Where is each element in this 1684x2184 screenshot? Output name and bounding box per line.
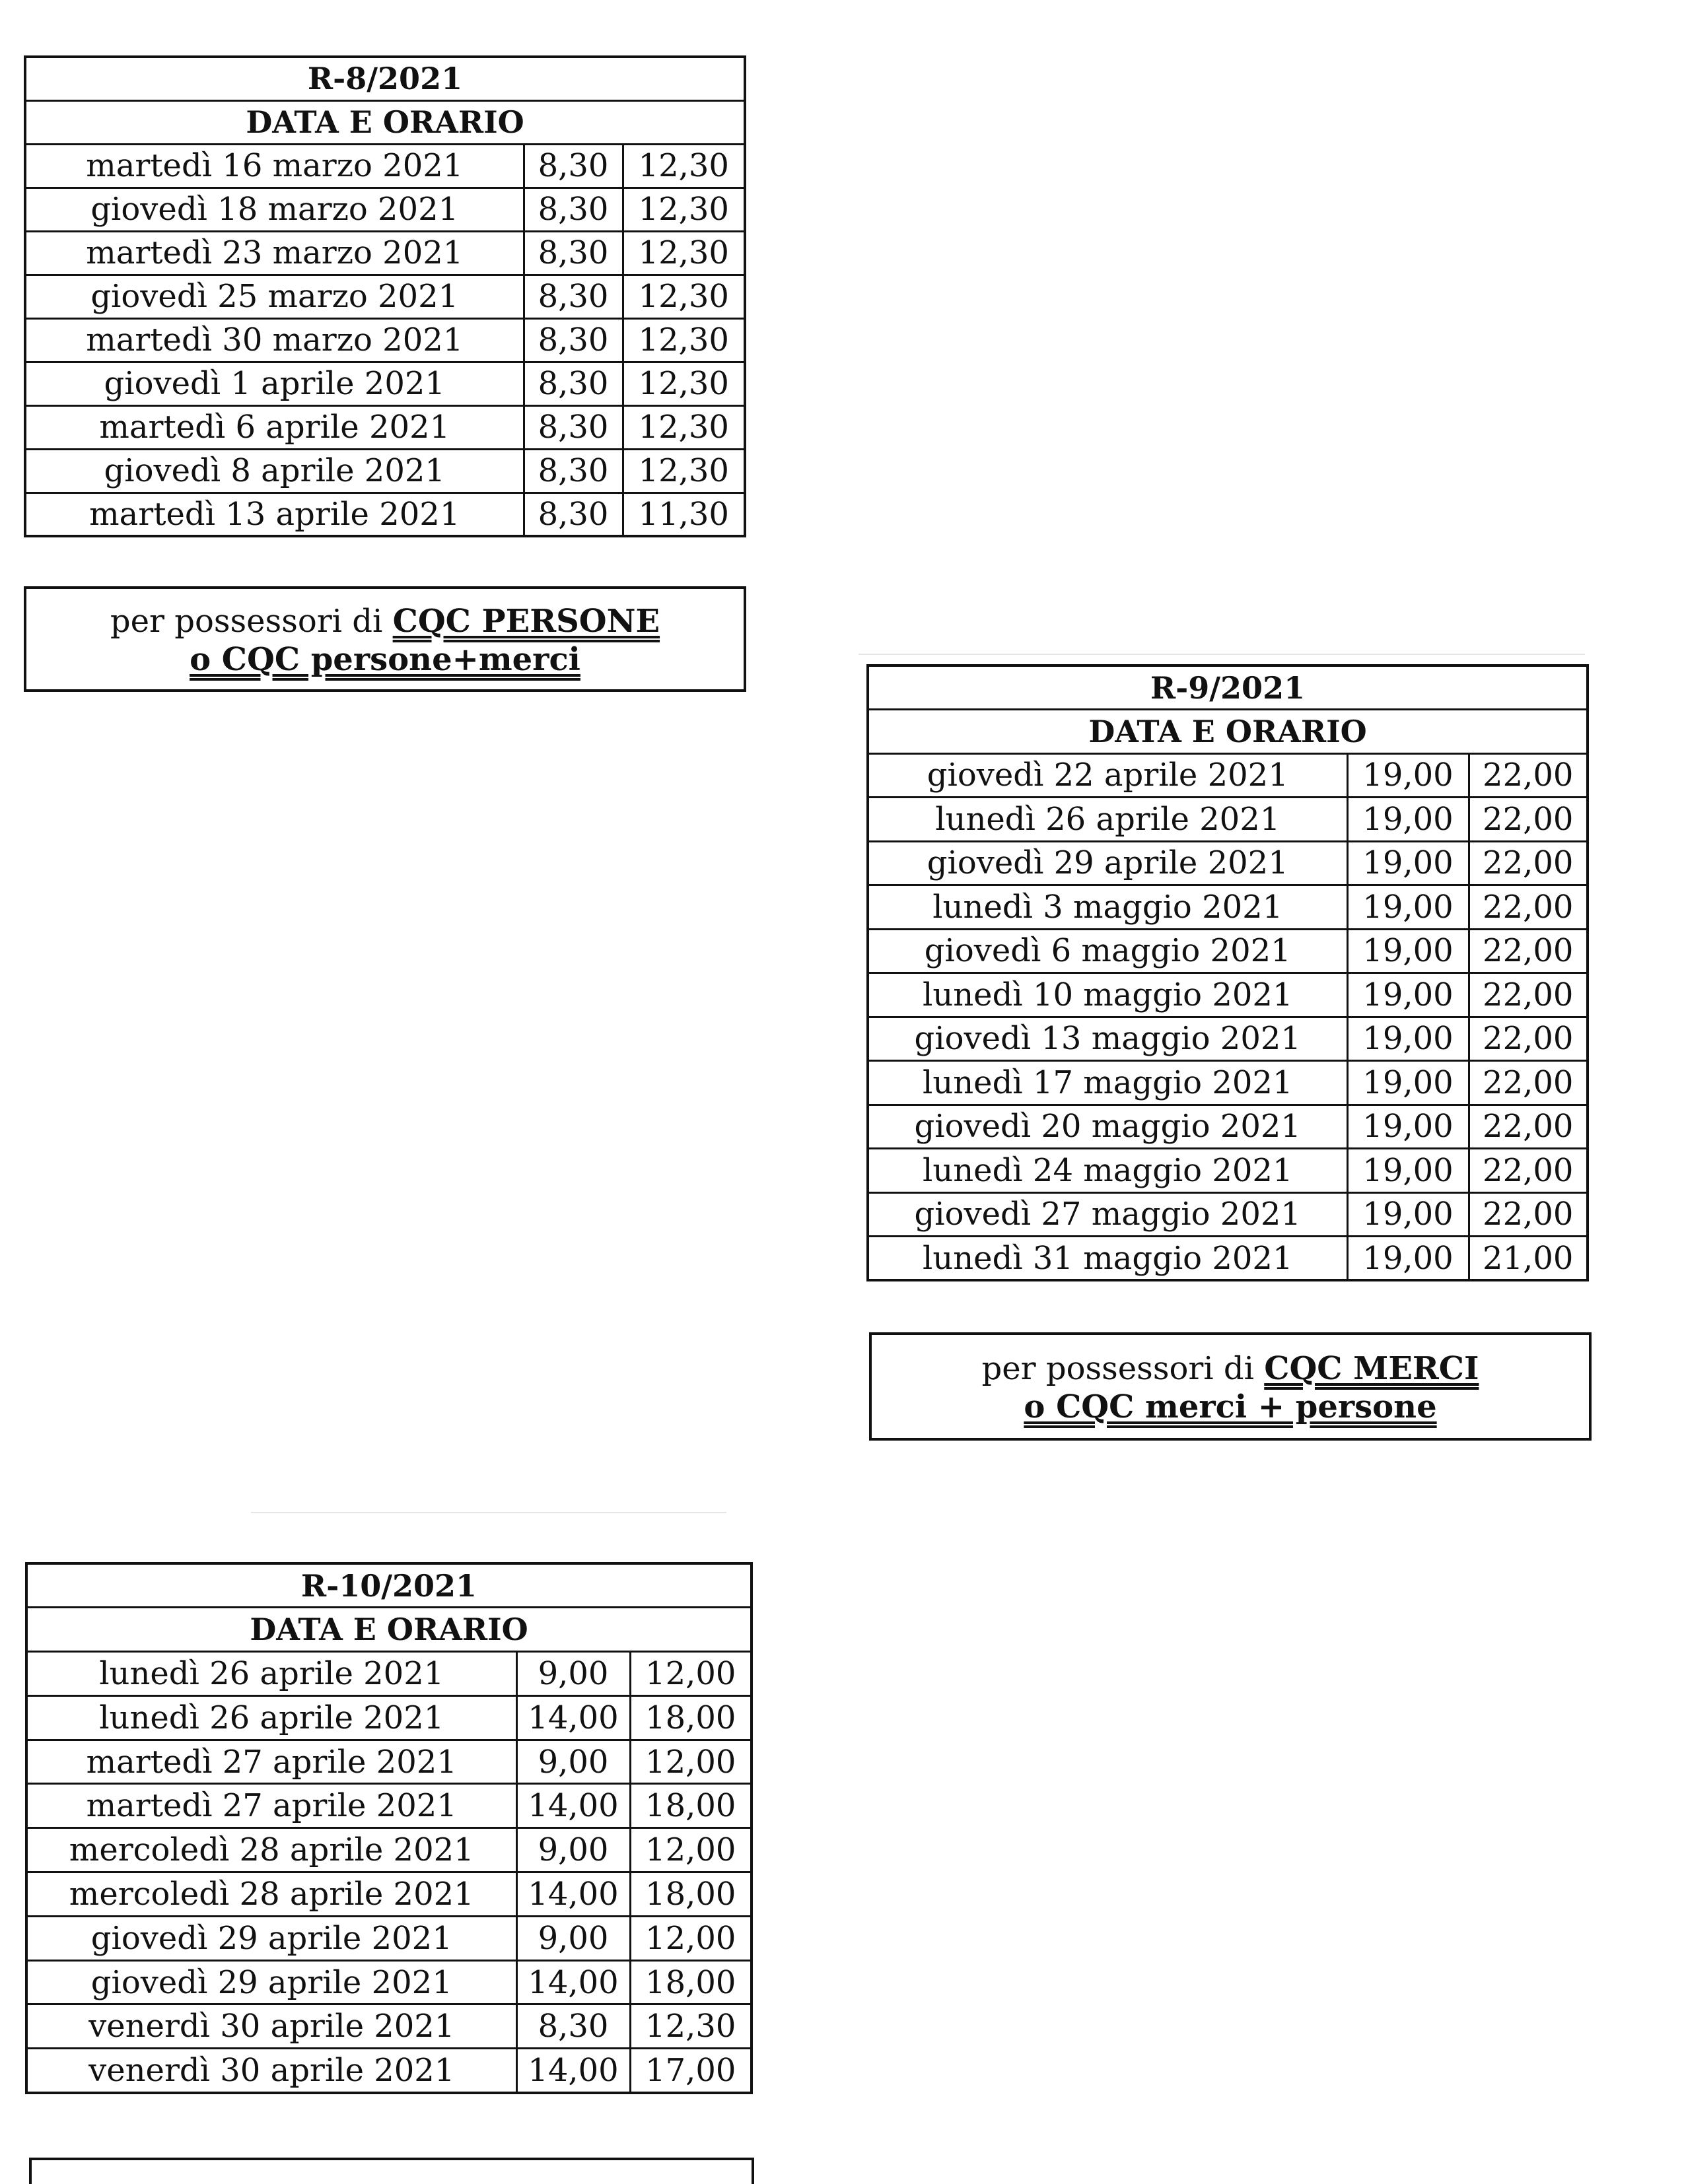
- start-time-cell: 19,00: [1347, 1061, 1469, 1105]
- table-row: [26, 1652, 752, 1696]
- start-time-cell: 8,30: [524, 188, 623, 231]
- date-cell: venerdì 30 aprile 2021: [26, 2004, 516, 2049]
- date-cell: giovedì 27 maggio 2021: [868, 1192, 1347, 1237]
- end-time-cell: 12,00: [630, 1916, 752, 1960]
- end-time-cell: 12,30: [623, 405, 745, 449]
- date-cell: giovedì 13 maggio 2021: [868, 1017, 1347, 1061]
- table-subtitle: DATA E ORARIO: [26, 1608, 752, 1652]
- table-row: [868, 753, 1588, 798]
- table-row: [868, 1237, 1588, 1281]
- start-time-cell: 8,30: [524, 449, 623, 493]
- end-time-cell: 22,00: [1469, 1105, 1588, 1149]
- table-row: [868, 885, 1588, 930]
- table-row: [26, 2004, 752, 2049]
- start-time-cell: 8,30: [524, 318, 623, 362]
- table-row: [26, 1960, 752, 2004]
- date-cell: martedì 6 aprile 2021: [25, 405, 524, 449]
- date-cell: lunedì 26 aprile 2021: [26, 1652, 516, 1696]
- date-cell: martedì 27 aprile 2021: [26, 1784, 516, 1828]
- date-cell: mercoledì 28 aprile 2021: [26, 1872, 516, 1917]
- date-cell: lunedì 24 maggio 2021: [868, 1149, 1347, 1193]
- end-time-cell: 12,00: [630, 1652, 752, 1696]
- note-bold-secondary: o CQC merci + persone: [1024, 1388, 1437, 1425]
- table-title: R-9/2021: [868, 665, 1588, 710]
- end-time-cell: 22,00: [1469, 1192, 1588, 1237]
- end-time-cell: 22,00: [1469, 841, 1588, 885]
- scan-artifact-line: [251, 1512, 726, 1513]
- date-cell: giovedì 20 maggio 2021: [868, 1105, 1347, 1149]
- date-cell: martedì 30 marzo 2021: [25, 318, 524, 362]
- note-cqc-persone: [24, 586, 746, 692]
- end-time-cell: 22,00: [1469, 929, 1588, 973]
- table-row: [868, 929, 1588, 973]
- start-time-cell: 9,00: [516, 1652, 630, 1696]
- schedule-body-r9: [868, 665, 1588, 1280]
- date-cell: giovedì 29 aprile 2021: [26, 1916, 516, 1960]
- start-time-cell: 19,00: [1347, 753, 1469, 798]
- table-row: [25, 144, 745, 188]
- end-time-cell: 22,00: [1469, 1149, 1588, 1193]
- table-subtitle: DATA E ORARIO: [25, 100, 745, 144]
- start-time-cell: 19,00: [1347, 973, 1469, 1017]
- date-cell: giovedì 22 aprile 2021: [868, 753, 1347, 798]
- end-time-cell: 12,30: [623, 318, 745, 362]
- table-row: [26, 1828, 752, 1872]
- table-row: [26, 1695, 752, 1740]
- start-time-cell: 8,30: [524, 275, 623, 318]
- date-cell: lunedì 26 aprile 2021: [26, 1695, 516, 1740]
- end-time-cell: 12,30: [623, 188, 745, 231]
- table-row: [25, 318, 745, 362]
- table-row: [868, 1105, 1588, 1149]
- table-row: [26, 2049, 752, 2093]
- start-time-cell: 19,00: [1347, 1017, 1469, 1061]
- end-time-cell: 12,30: [623, 362, 745, 405]
- table-row: [25, 188, 745, 231]
- schedule-table-r10: [25, 1562, 753, 2094]
- start-time-cell: 19,00: [1347, 841, 1469, 885]
- end-time-cell: 18,00: [630, 1784, 752, 1828]
- table-row: [868, 841, 1588, 885]
- table-row: [868, 1061, 1588, 1105]
- end-time-cell: 11,30: [623, 493, 745, 536]
- start-time-cell: 8,30: [524, 405, 623, 449]
- table-row: [25, 493, 745, 536]
- start-time-cell: 9,00: [516, 1916, 630, 1960]
- start-time-cell: 19,00: [1347, 798, 1469, 842]
- date-cell: giovedì 29 aprile 2021: [868, 841, 1347, 885]
- table-row: [25, 405, 745, 449]
- end-time-cell: 12,00: [630, 1740, 752, 1784]
- schedule-body-r8: [25, 57, 745, 536]
- date-cell: martedì 27 aprile 2021: [26, 1740, 516, 1784]
- start-time-cell: 14,00: [516, 1960, 630, 2004]
- date-cell: venerdì 30 aprile 2021: [26, 2049, 516, 2093]
- table-row: [26, 1784, 752, 1828]
- end-time-cell: 18,00: [630, 1872, 752, 1917]
- date-cell: lunedì 26 aprile 2021: [868, 798, 1347, 842]
- end-time-cell: 12,30: [623, 231, 745, 275]
- table-title: R-10/2021: [26, 1563, 752, 1608]
- note-prefix: per possessori di: [110, 603, 383, 640]
- date-cell: martedì 23 marzo 2021: [25, 231, 524, 275]
- table-row: [25, 275, 745, 318]
- table-row: [26, 1740, 752, 1784]
- date-cell: giovedì 8 aprile 2021: [25, 449, 524, 493]
- table-row: [868, 798, 1588, 842]
- date-cell: giovedì 29 aprile 2021: [26, 1960, 516, 2004]
- date-cell: lunedì 31 maggio 2021: [868, 1237, 1347, 1281]
- date-cell: lunedì 17 maggio 2021: [868, 1061, 1347, 1105]
- start-time-cell: 19,00: [1347, 1237, 1469, 1281]
- schedule-table-r8: [24, 55, 746, 537]
- start-time-cell: 14,00: [516, 1784, 630, 1828]
- end-time-cell: 22,00: [1469, 973, 1588, 1017]
- end-time-cell: 12,30: [623, 275, 745, 318]
- end-time-cell: 22,00: [1469, 885, 1588, 930]
- end-time-cell: 22,00: [1469, 753, 1588, 798]
- start-time-cell: 14,00: [516, 1695, 630, 1740]
- date-cell: martedì 16 marzo 2021: [25, 144, 524, 188]
- note-prefix: per possessori di: [981, 1350, 1254, 1387]
- end-time-cell: 12,30: [623, 449, 745, 493]
- end-time-cell: 17,00: [630, 2049, 752, 2093]
- date-cell: martedì 13 aprile 2021: [25, 493, 524, 536]
- table-row: [868, 973, 1588, 1017]
- next-table-edge: [29, 2158, 754, 2184]
- schedule-table-r9: [866, 664, 1589, 1281]
- table-row: [25, 362, 745, 405]
- start-time-cell: 8,30: [516, 2004, 630, 2049]
- end-time-cell: 21,00: [1469, 1237, 1588, 1281]
- start-time-cell: 14,00: [516, 1872, 630, 1917]
- start-time-cell: 8,30: [524, 362, 623, 405]
- end-time-cell: 12,30: [630, 2004, 752, 2049]
- note-cqc-merci: [869, 1332, 1592, 1441]
- note-bold-primary: CQC MERCI: [1264, 1350, 1479, 1387]
- start-time-cell: 8,30: [524, 493, 623, 536]
- table-row: [26, 1916, 752, 1960]
- date-cell: lunedì 10 maggio 2021: [868, 973, 1347, 1017]
- table-row: [868, 1192, 1588, 1237]
- date-cell: giovedì 18 marzo 2021: [25, 188, 524, 231]
- end-time-cell: 18,00: [630, 1960, 752, 2004]
- start-time-cell: 8,30: [524, 144, 623, 188]
- start-time-cell: 9,00: [516, 1740, 630, 1784]
- start-time-cell: 19,00: [1347, 1105, 1469, 1149]
- date-cell: mercoledì 28 aprile 2021: [26, 1828, 516, 1872]
- end-time-cell: 18,00: [630, 1695, 752, 1740]
- end-time-cell: 22,00: [1469, 798, 1588, 842]
- start-time-cell: 9,00: [516, 1828, 630, 1872]
- schedule-body-r10: [26, 1563, 752, 2093]
- start-time-cell: 8,30: [524, 231, 623, 275]
- table-row: [868, 1017, 1588, 1061]
- table-subtitle: DATA E ORARIO: [868, 710, 1588, 754]
- start-time-cell: 19,00: [1347, 1149, 1469, 1193]
- date-cell: giovedì 1 aprile 2021: [25, 362, 524, 405]
- date-cell: lunedì 3 maggio 2021: [868, 885, 1347, 930]
- end-time-cell: 12,30: [623, 144, 745, 188]
- end-time-cell: 12,00: [630, 1828, 752, 1872]
- table-title: R-8/2021: [25, 57, 745, 100]
- note-bold-secondary: o CQC persone+merci: [190, 641, 580, 678]
- note-bold-primary: CQC PERSONE: [392, 603, 660, 640]
- start-time-cell: 19,00: [1347, 1192, 1469, 1237]
- table-row: [25, 449, 745, 493]
- date-cell: giovedì 25 marzo 2021: [25, 275, 524, 318]
- table-row: [25, 231, 745, 275]
- table-row: [26, 1872, 752, 1917]
- scan-artifact-line: [859, 654, 1585, 655]
- end-time-cell: 22,00: [1469, 1017, 1588, 1061]
- start-time-cell: 19,00: [1347, 885, 1469, 930]
- start-time-cell: 14,00: [516, 2049, 630, 2093]
- start-time-cell: 19,00: [1347, 929, 1469, 973]
- date-cell: giovedì 6 maggio 2021: [868, 929, 1347, 973]
- end-time-cell: 22,00: [1469, 1061, 1588, 1105]
- table-row: [868, 1149, 1588, 1193]
